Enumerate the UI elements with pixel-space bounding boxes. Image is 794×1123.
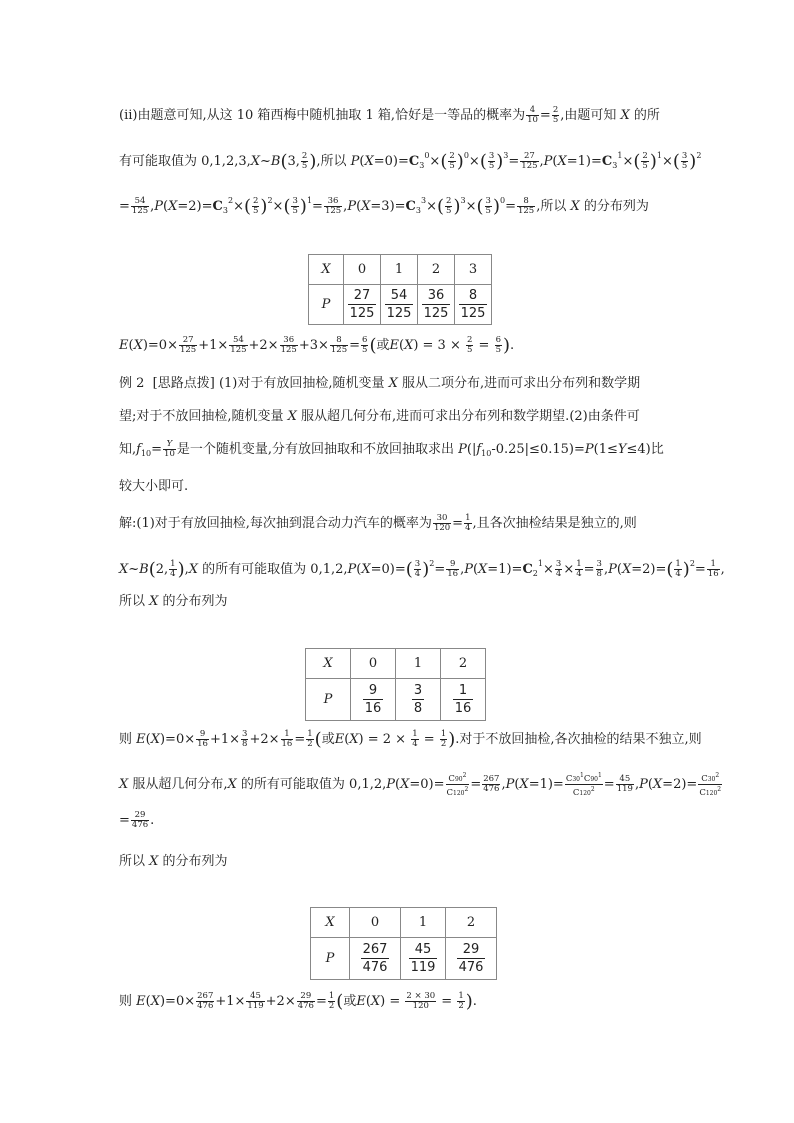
table-header-p: P [309,285,344,325]
frac: $\frac{C90^2}{C120^2}$ [446,772,469,798]
frac: $\frac{C30^1C90^1}{C120^2}$ [565,772,602,798]
section-ii-line-3: = $\frac{54}{125}$ $,P(X=2)=C_3^2\times$( $\frac{2}{5}$ )$^2$×( $\frac{3}{5}$ )$^1$= $\frac{36}{125}$ $,P(X=3)=C_3^3\times$( $\frac{2}{5}$ )$^3$×( $\frac{3}{5}$ )$^0$= $\frac{8}{125}$ ,所以 X 的分布列为 [119,196,649,217]
table-cell-prob [441,679,486,721]
table-header-p: P [306,679,351,721]
frac: $\frac{1}{4}$ [576,559,582,579]
prob-numerator: 54 [385,287,414,305]
frac: $\frac{3}{5}$ [681,151,688,171]
distribution-table-3 [310,907,497,980]
solution2-line-4: 所以 X 的分布列为 [119,854,228,869]
table-cell-value: 0 [351,649,396,679]
frac: $\frac{1}{4}$ [170,559,176,579]
table-cell-value: 1 [396,649,441,679]
frac: $\frac{2 \times 30}{120}$ [406,991,436,1011]
section-ii-line-2: 有可能取值为 0,1,2,3,X~B(3, $\frac{2}{5}$ ),所以 $P(X=0)=C_3^0\times$( $\frac{2}{5}$ )$^0$×( $\frac{3}{5}$ )$^3$= $\frac{27}{125}$ $,P(X=1)=C_3^1\times$( $\frac{2}{5}$ )$^1$×( $\frac{3}{5}$ )$^2$ [119,151,702,172]
solution-line-1: 解:(1)对于有放回抽检,每次抽到混合动力汽车的概率为 $\frac{30}{120}$ = $\frac{1}{4}$ ,且各次抽检结果是独立的,则 [119,513,637,533]
frac: $\frac{1}{4}$ [465,513,471,533]
table-cell-value: 2 [446,908,497,938]
frac: $\frac{45}{119}$ [247,991,264,1011]
table-header-p: P [311,938,350,980]
table-header-x: X [309,255,344,285]
example2-line-1: 例 2 [思路点拨] (1)对于有放回抽检,随机变量 X 服从二项分布,进而可求出分布列和数学期 [119,376,641,391]
table-cell-value: 2 [441,649,486,679]
text-ii-1-vis: (ⅱ)由题意可知,从这 10 箱西梅中随机抽取 1 箱,恰好是一等品的概率为 [119,108,526,123]
frac: $\frac{8}{125}$ [517,196,535,216]
prob-denominator: 476 [362,960,388,975]
prob-denominator: 16 [454,701,472,716]
table-cell-prob [455,285,492,325]
frac: $\frac{2}{5}$ [446,196,452,216]
frac: $\frac{3}{5}$ [292,196,298,216]
frac: $\frac{27}{125}$ [179,335,197,355]
solution2-line-2: X 服从超几何分布,X 的所有可能取值为 0,1,2,P(X=0)= $\frac{C90^2}{C120^2}$ = $\frac{267}{476}$ ,P(X=1)= $\frac{C30^1C90^1}{C120^2}$ = $\frac{45}{119}$ ,P(X=2)= $\frac{C30^2}{C120^2}$ [119,772,722,798]
table-cell-value: 1 [381,255,418,285]
table-cell-value: 0 [350,908,401,938]
frac: $\frac{2}{5}$ [449,151,455,171]
table-cell-prob [344,285,381,325]
frac: $\frac{1}{2}$ [458,991,464,1011]
prob-numerator: 3 [413,683,423,698]
frac: $\frac{36}{125}$ [324,196,342,216]
prob-numerator: 1 [453,682,474,700]
prob-numerator: 9 [363,682,384,700]
table-cell-prob [401,938,446,980]
frac: $\frac{2}{5}$ [642,151,648,171]
distribution-table-1 [308,254,492,325]
frac: $\frac{9}{16}$ [197,729,208,749]
table-cell-value: 1 [401,908,446,938]
frac: $\frac{29}{476}$ [131,810,149,830]
table-cell-value: 3 [455,255,492,285]
frac: $\frac{1}{4}$ [412,729,418,749]
frac: $\frac{1}{2}$ [328,991,335,1011]
frac: $\frac{2}{5}$ [467,335,473,355]
example2-line-2: 望;对于不放回抽检,随机变量 X 服从超几何分布,进而可求出分布列和数学期望.(2)由条件可 [119,409,640,424]
frac: $\frac{C30^2}{C120^2}$ [699,772,722,798]
frac: $\frac{267}{476}$ [197,991,214,1011]
distribution-table-2 [305,648,486,721]
prob-denominator: 125 [423,306,449,321]
frac: $\frac{36}{125}$ [280,335,297,355]
frac: $\frac{267}{476}$ [483,773,500,794]
frac: $\frac{54}{125}$ [131,196,149,216]
solution2-line-3: = $\frac{29}{476}$ . [119,810,155,830]
frac: $\frac{1}{2}$ [307,729,313,749]
frac: $\frac{3}{4}$ [414,559,421,579]
table-cell-prob [381,285,418,325]
table-cell-prob [446,938,497,980]
example2-line-3: 知$,f_{10}=$ $\frac{Y}{10}$ 是一个随机变量,分有放回抽取和不放回抽取求出 $P(|f_{10}-0.25|\le 0.15)=P(1\le Y\le 4)$比 [119,439,664,459]
frac: $\frac{3}{5}$ [488,151,495,171]
prob-numerator: 36 [422,287,451,305]
frac: $\frac{54}{125}$ [230,335,247,355]
frac: $\frac{1}{16}$ [281,729,293,749]
frac: $\frac{1}{4}$ [675,559,681,579]
frac: $\frac{6}{5}$ [495,335,502,355]
table-cell-value: 2 [418,255,455,285]
frac: $\frac{1}{16}$ [707,559,719,579]
table-cell-value: 0 [344,255,381,285]
frac: $\frac{30}{120}$ [433,513,451,533]
table-cell-prob [418,285,455,325]
frac: $\frac{2}{5}$ [301,151,308,171]
prob-numerator: 8 [459,287,488,305]
frac: $\frac{6}{5}$ [362,335,368,355]
frac: $\frac{2}{5}$ [253,196,259,216]
expectation-line-1: E(X)=0× $\frac{27}{125}$ +1× $\frac{54}{125}$ +2× $\frac{36}{125}$ +3× $\frac{8}{125}$ = $\frac{6}{5}$ (或E(X) = 3 × $\frac{2}{5}$ = $\frac{6}{5}$ ). [119,335,515,356]
frac: $\frac{3}{8}$ [242,729,248,749]
solution2-line-1: 则 E(X)=0× $\frac{9}{16}$ +1× $\frac{3}{8}$ +2× $\frac{1}{16}$ = $\frac{1}{2}$ (或E(X) = 2 × $\frac{1}{4}$ = $\frac{1}{2}$ ).对于不放回抽检,各次抽检的结果不独立,则 [119,729,702,750]
prob-numerator: 29 [457,941,486,959]
frac: $\frac{3}{8}$ [596,559,602,579]
frac: $\frac{9}{16}$ [447,559,459,579]
solution-line-3: 所以 X 的分布列为 [119,594,228,609]
prob-denominator: 125 [460,306,486,321]
prob-numerator: 45 [409,941,438,959]
table-cell-prob [351,679,396,721]
prob-denominator: 119 [410,960,436,975]
solution-line-2: X~B(2, $\frac{1}{4}$ ),X 的所有可能取值为 0,1,2,P(X=0)=( $\frac{3}{4}$ )$^2$= $\frac{9}{16}$ $,P(X=1)=C_2^1\times$ $\frac{3}{4}$ × $\frac{1}{4}$ = $\frac{3}{8}$ ,P(X=2)=( $\frac{1}{4}$ )$^2$= $\frac{1}{16}$ , [119,559,725,580]
table-header-x: X [306,649,351,679]
frac: $\frac{3}{4}$ [555,559,562,579]
frac: $\frac{8}{125}$ [330,335,348,355]
prob-denominator: 476 [458,960,484,975]
prob-numerator: 27 [348,287,377,305]
frac: $\frac{Y}{10}$ [164,439,175,459]
section-ii-line-1: (ⅱ)由题意可知,从这 10 箱西梅中随机抽取 1 箱,恰好是一等品的概率为 $\frac{4}{10}$ = $\frac{2}{5}$ ,由题可知 X 的所 [119,105,660,125]
frac: $\frac{2}{5}$ [552,105,559,125]
table-header-x: X [311,908,350,938]
prob-denominator: 125 [386,306,412,321]
frac: $\frac{29}{476}$ [297,991,314,1011]
table-cell-prob [350,938,401,980]
prob-denominator: 8 [413,701,423,716]
frac: $\frac{3}{5}$ [485,196,491,216]
prob-numerator: 267 [362,942,388,957]
prob-denominator: 16 [364,701,382,716]
frac: $\frac{4}{10}$ [527,105,538,125]
prob-denominator: 125 [349,306,375,321]
frac: $\frac{45}{119}$ [616,773,633,794]
table-cell-prob [396,679,441,721]
frac: $\frac{27}{125}$ [521,151,538,171]
example2-line-4: 较大小即可. [119,479,189,494]
solution3-line-1: 则 E(X)=0× $\frac{267}{476}$ +1× $\frac{45}{119}$ +2× $\frac{29}{476}$ = $\frac{1}{2}$ (或E(X) = $\frac{2 \times 30}{120}$ = $\frac{1}{2}$ ). [119,991,477,1012]
frac: $\frac{1}{2}$ [440,729,447,749]
